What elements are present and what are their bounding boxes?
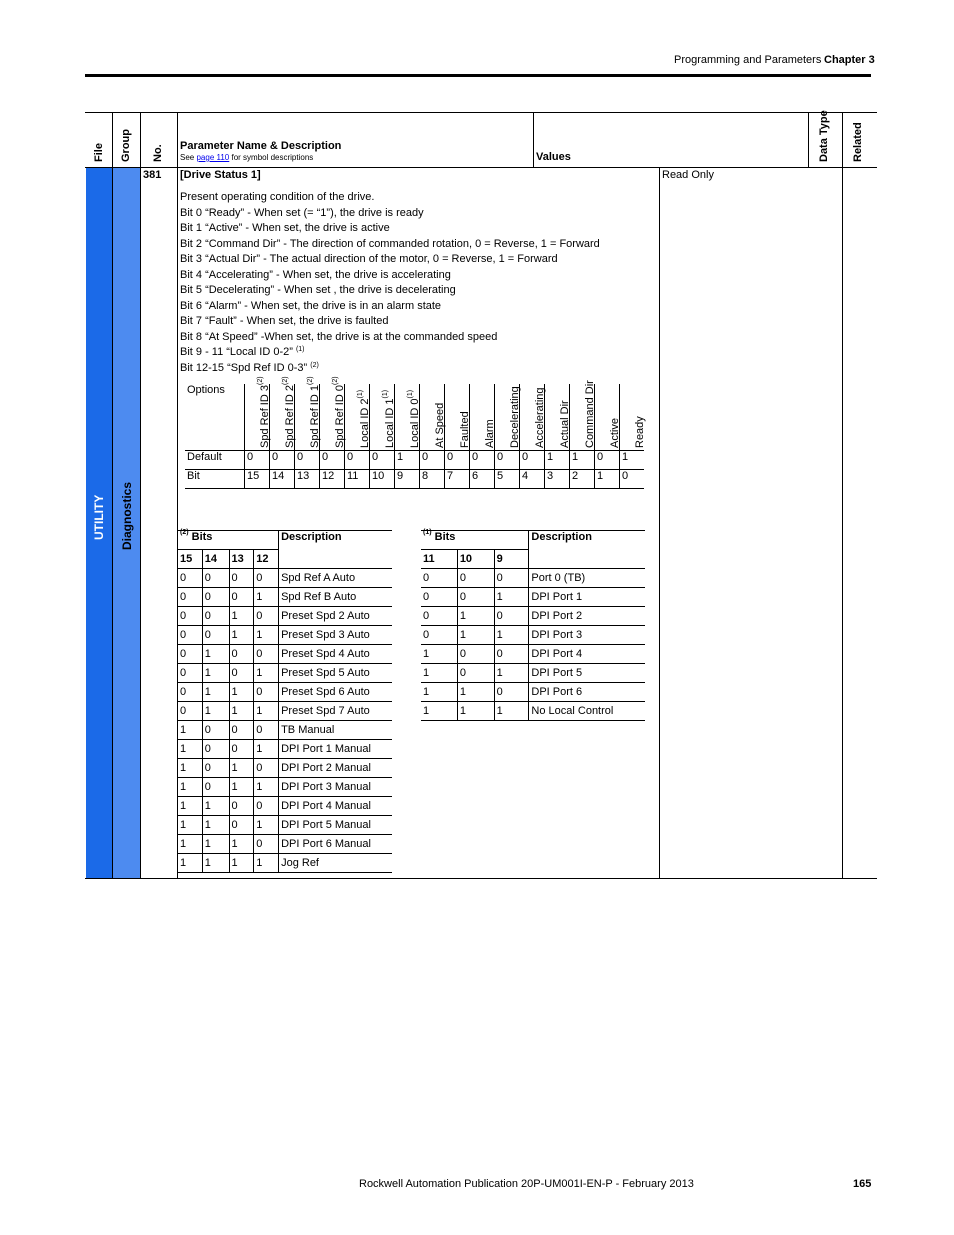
option-header-text: Ready xyxy=(634,416,646,448)
column-header-data-type: Data Type xyxy=(818,110,830,162)
row-description: Preset Spd 5 Auto xyxy=(279,664,392,683)
bit-value: 0 xyxy=(620,470,645,489)
column-header-parameter: Parameter Name & Description xyxy=(180,140,342,152)
bit-value: 0 xyxy=(421,569,457,588)
option-header xyxy=(345,384,370,451)
option-header xyxy=(295,376,321,451)
bit-value: 1 xyxy=(202,645,229,664)
row-description: DPI Port 5 Manual xyxy=(279,816,392,835)
bit-value: 0 xyxy=(254,683,279,702)
bits-label: Bits xyxy=(434,531,456,543)
bits-header xyxy=(178,531,279,550)
footnote-ref: (2) xyxy=(257,376,264,386)
bit-value: 0 xyxy=(421,626,457,645)
bit-column-header: 11 xyxy=(421,550,457,569)
table-row xyxy=(421,607,645,626)
option-header-text: Decelerating xyxy=(509,386,521,448)
file-label: UTILITY xyxy=(92,494,106,540)
parameter-name: [Drive Status 1] xyxy=(180,169,261,181)
bit-value: 0 xyxy=(421,588,457,607)
description-line xyxy=(180,361,319,375)
default-value: 0 xyxy=(320,451,345,470)
option-header-text: Spd Ref ID 0 xyxy=(334,385,346,448)
bits-label: Bits xyxy=(191,531,213,543)
bit-value: 0 xyxy=(229,740,254,759)
spd-ref-bits-table xyxy=(178,530,392,873)
bit-value: 1 xyxy=(178,835,202,854)
row-description: DPI Port 1 xyxy=(529,588,645,607)
bit-value: 0 xyxy=(421,607,457,626)
option-header xyxy=(370,384,395,451)
bit-value: 1 xyxy=(202,835,229,854)
row-description: DPI Port 3 xyxy=(529,626,645,645)
table-row xyxy=(178,759,392,778)
bit-value: 1 xyxy=(202,664,229,683)
bit-value: 0 xyxy=(202,759,229,778)
bit-value: 2 xyxy=(570,470,595,489)
table-row xyxy=(178,721,392,740)
bit-value: 1 xyxy=(254,702,279,721)
bit-value: 0 xyxy=(202,569,229,588)
bit-value: 5 xyxy=(495,470,520,489)
option-header-text: Command Dir xyxy=(584,380,596,448)
table-row xyxy=(178,626,392,645)
bit-value: 11 xyxy=(345,470,370,489)
bit-value: 0 xyxy=(229,664,254,683)
default-value: 0 xyxy=(595,451,620,470)
row-description: Spd Ref B Auto xyxy=(279,588,392,607)
option-header-text: Faulted xyxy=(459,411,471,448)
bit-value: 1 xyxy=(202,854,229,873)
bit-value: 0 xyxy=(254,759,279,778)
default-value: 0 xyxy=(345,451,370,470)
bit-label: Bit xyxy=(185,470,245,489)
bit-value: 0 xyxy=(178,645,202,664)
bit-value: 1 xyxy=(178,778,202,797)
bit-value: 0 xyxy=(178,664,202,683)
row-description: DPI Port 4 xyxy=(529,645,645,664)
row-description: DPI Port 4 Manual xyxy=(279,797,392,816)
table-row xyxy=(421,702,645,721)
footnote-ref: (2) xyxy=(307,376,314,386)
table-bottom-border xyxy=(85,878,877,879)
description-line: Present operating condition of the drive. xyxy=(180,191,375,203)
bit-value: 1 xyxy=(254,626,279,645)
option-header xyxy=(395,384,420,451)
bit-value: 0 xyxy=(178,702,202,721)
table-row xyxy=(178,607,392,626)
bit-value: 0 xyxy=(229,721,254,740)
option-header-text: Local ID 1 xyxy=(384,398,396,448)
row-description: DPI Port 1 Manual xyxy=(279,740,392,759)
bit-value: 1 xyxy=(178,740,202,759)
table-row xyxy=(178,702,392,721)
bit-value: 0 xyxy=(202,721,229,740)
bit-value: 0 xyxy=(178,626,202,645)
default-value: 0 xyxy=(520,451,545,470)
bit-value: 0 xyxy=(229,797,254,816)
option-header xyxy=(570,380,596,451)
column-header-file: File xyxy=(93,143,105,162)
bit-value: 1 xyxy=(595,470,620,489)
default-value: 0 xyxy=(245,451,270,470)
col-divider xyxy=(808,112,809,167)
bit-value: 1 xyxy=(178,759,202,778)
bit-value: 13 xyxy=(295,470,320,489)
footnote-ref: (1) xyxy=(423,529,432,536)
description-line: Bit 7 “Fault” - When set, the drive is faulted xyxy=(180,315,389,327)
bit-value: 15 xyxy=(245,470,270,489)
bit-value: 1 xyxy=(229,702,254,721)
header-rule xyxy=(85,74,871,77)
option-header xyxy=(495,384,520,451)
option-header-text: Alarm xyxy=(484,419,496,448)
footnote-ref: (2) xyxy=(310,361,319,369)
bit-value: 4 xyxy=(520,470,545,489)
bit-value: 7 xyxy=(445,470,470,489)
table-row xyxy=(421,664,645,683)
footnote-ref: (2) xyxy=(332,376,339,386)
bit-value: 0 xyxy=(202,588,229,607)
footnote-ref: (2) xyxy=(180,529,189,536)
bit-value: 14 xyxy=(270,470,295,489)
description-text: Bit 9 - 11 “Local ID 0-2” xyxy=(180,346,296,358)
bits-header xyxy=(421,531,529,550)
options-label: Options xyxy=(185,384,245,451)
parameter-number: 381 xyxy=(143,169,162,181)
bit-value: 0 xyxy=(254,645,279,664)
option-header-text: Local ID 0 xyxy=(409,398,421,448)
bit-value: 0 xyxy=(202,778,229,797)
description-line: Bit 1 “Active” - When set, the drive is active xyxy=(180,222,390,234)
table-row xyxy=(178,683,392,702)
table-row xyxy=(178,797,392,816)
default-value: 0 xyxy=(470,451,495,470)
bit-value: 1 xyxy=(421,645,457,664)
description-line xyxy=(180,345,305,359)
bit-value: 1 xyxy=(229,759,254,778)
bit-value: 0 xyxy=(178,588,202,607)
bit-value: 0 xyxy=(494,645,529,664)
option-header-text: At Speed xyxy=(434,402,446,448)
bit-value: 1 xyxy=(229,835,254,854)
bit-value: 12 xyxy=(320,470,345,489)
description-line: Bit 8 “At Speed” -When set, the drive is at the commanded speed xyxy=(180,330,498,343)
bit-value: 3 xyxy=(545,470,570,489)
option-header xyxy=(270,376,296,451)
group-label: Diagnostics xyxy=(120,481,134,550)
option-header xyxy=(595,384,620,451)
bit-value: 1 xyxy=(202,702,229,721)
bit-value: 8 xyxy=(420,470,445,489)
default-value: 1 xyxy=(545,451,570,470)
bit-value: 1 xyxy=(457,702,494,721)
bit-value: 0 xyxy=(202,607,229,626)
option-header-text: Accelerating xyxy=(534,387,546,448)
default-value: 0 xyxy=(420,451,445,470)
bit-value: 1 xyxy=(229,778,254,797)
option-header-text: Spd Ref ID 3 xyxy=(259,385,271,448)
footnote-ref: (1) xyxy=(407,389,414,399)
bit-value: 0 xyxy=(254,569,279,588)
table-row xyxy=(421,645,645,664)
bit-value: 0 xyxy=(229,645,254,664)
option-header-text: Spd Ref ID 1 xyxy=(309,385,321,448)
description-line: Bit 3 “Actual Dir” - The actual direction of the motor, 0 = Reverse, 1 = Forward xyxy=(180,253,558,265)
bit-column-header: 9 xyxy=(494,550,529,569)
description-line: Bit 6 “Alarm” - When set, the drive is in an alarm state xyxy=(180,299,442,312)
row-description: DPI Port 6 Manual xyxy=(279,835,392,854)
bit-value: 0 xyxy=(457,664,494,683)
bit-column-header: 13 xyxy=(229,550,254,569)
bit-value: 1 xyxy=(494,664,529,683)
row-description: Spd Ref A Auto xyxy=(279,569,392,588)
option-header xyxy=(320,376,346,451)
bit-value: 1 xyxy=(457,607,494,626)
table-row xyxy=(421,626,645,645)
options-table xyxy=(185,376,646,489)
bit-value: 1 xyxy=(494,702,529,721)
default-value: 1 xyxy=(395,451,420,470)
col-divider xyxy=(533,112,534,167)
bit-value: 1 xyxy=(202,816,229,835)
description-header: Description xyxy=(529,531,645,569)
header-section-title: Programming and Parameters xyxy=(674,54,822,66)
bit-value: 0 xyxy=(457,588,494,607)
bit-column-header: 10 xyxy=(457,550,494,569)
bit-value: 0 xyxy=(229,569,254,588)
row-description: Jog Ref xyxy=(279,854,392,873)
row-description: Preset Spd 6 Auto xyxy=(279,683,392,702)
row-description: Preset Spd 2 Auto xyxy=(279,607,392,626)
page-number: 165 xyxy=(853,1178,872,1190)
bit-value: 0 xyxy=(457,569,494,588)
bit-value: 1 xyxy=(178,816,202,835)
table-row xyxy=(178,645,392,664)
bit-value: 0 xyxy=(494,569,529,588)
footnote-ref: (2) xyxy=(282,376,289,386)
bit-value: 1 xyxy=(457,683,494,702)
option-header-text: Actual Dir xyxy=(559,400,571,448)
option-header xyxy=(520,384,545,451)
footnote-ref: (1) xyxy=(382,389,389,399)
default-value: 0 xyxy=(270,451,295,470)
row-description: Preset Spd 4 Auto xyxy=(279,645,392,664)
column-header-group: Group xyxy=(120,129,132,162)
description-text: Bit 12-15 “Spd Ref ID 0-3” xyxy=(180,361,311,374)
bit-value: 0 xyxy=(202,626,229,645)
option-header xyxy=(620,384,645,451)
default-value: 0 xyxy=(445,451,470,470)
bit-value: 0 xyxy=(254,607,279,626)
bit-column-header: 12 xyxy=(254,550,279,569)
bit-column-header: 15 xyxy=(178,550,202,569)
bit-value: 0 xyxy=(254,835,279,854)
default-value: 1 xyxy=(570,451,595,470)
table-row xyxy=(178,664,392,683)
bit-value: 1 xyxy=(254,588,279,607)
local-id-bits-table xyxy=(421,530,645,721)
table-row xyxy=(421,588,645,607)
bit-value: 0 xyxy=(229,588,254,607)
description-header: Description xyxy=(279,531,392,569)
column-header-related: Related xyxy=(852,122,864,162)
row-description: DPI Port 5 xyxy=(529,664,645,683)
option-header xyxy=(470,384,495,451)
bit-value: 1 xyxy=(229,854,254,873)
bit-value: 1 xyxy=(254,740,279,759)
default-value: 0 xyxy=(295,451,320,470)
param-note-prefix: See xyxy=(180,153,197,162)
option-header-text: Active xyxy=(609,418,621,448)
bit-value: 1 xyxy=(202,683,229,702)
row-description: Preset Spd 3 Auto xyxy=(279,626,392,645)
table-row xyxy=(178,588,392,607)
bit-value: 1 xyxy=(229,626,254,645)
row-description: TB Manual xyxy=(279,721,392,740)
table-row xyxy=(178,835,392,854)
bit-column-header: 14 xyxy=(202,550,229,569)
col-divider xyxy=(842,112,843,878)
parameter-values: Read Only xyxy=(662,169,714,181)
bit-value: 0 xyxy=(254,797,279,816)
row-description: DPI Port 6 xyxy=(529,683,645,702)
table-row xyxy=(178,740,392,759)
table-row xyxy=(178,778,392,797)
column-header-param-note xyxy=(180,153,313,163)
option-header-text: Spd Ref ID 2 xyxy=(284,385,296,448)
bit-value: 1 xyxy=(202,797,229,816)
row-description: No Local Control xyxy=(529,702,645,721)
bit-value: 1 xyxy=(421,664,457,683)
column-header-values: Values xyxy=(536,151,571,163)
bit-value: 1 xyxy=(229,683,254,702)
bit-value: 6 xyxy=(470,470,495,489)
bit-value: 0 xyxy=(178,569,202,588)
option-header xyxy=(420,384,445,451)
bit-value: 0 xyxy=(229,816,254,835)
col-divider xyxy=(140,112,141,878)
default-value: 1 xyxy=(620,451,645,470)
row-description: Preset Spd 7 Auto xyxy=(279,702,392,721)
description-line: Bit 5 “Decelerating” - When set , the drive is decelerating xyxy=(180,284,456,296)
bit-value: 0 xyxy=(254,721,279,740)
bit-value: 9 xyxy=(395,470,420,489)
table-row xyxy=(178,569,392,588)
bit-value: 1 xyxy=(457,626,494,645)
bit-value: 1 xyxy=(254,664,279,683)
bit-value: 0 xyxy=(202,740,229,759)
row-description: DPI Port 2 xyxy=(529,607,645,626)
table-row xyxy=(421,569,645,588)
param-note-suffix: for symbol descriptions xyxy=(229,153,314,162)
bit-value: 1 xyxy=(178,797,202,816)
bit-value: 0 xyxy=(457,645,494,664)
column-header-no: No. xyxy=(152,144,164,162)
description-line: Bit 2 “Command Dir” - The direction of commanded rotation, 0 = Reverse, 1 = Forward xyxy=(180,237,600,250)
row-description: Port 0 (TB) xyxy=(529,569,645,588)
default-label: Default xyxy=(185,451,245,470)
description-line: Bit 0 “Ready” - When set (= “1”), the drive is ready xyxy=(180,206,424,219)
bit-value: 0 xyxy=(494,683,529,702)
default-value: 0 xyxy=(495,451,520,470)
row-description: DPI Port 2 Manual xyxy=(279,759,392,778)
bit-value: 1 xyxy=(494,588,529,607)
table-row xyxy=(178,854,392,873)
bit-value: 1 xyxy=(494,626,529,645)
bit-value: 1 xyxy=(421,683,457,702)
table-top-border xyxy=(85,112,877,113)
bit-value: 0 xyxy=(494,607,529,626)
bit-value: 0 xyxy=(178,683,202,702)
bit-value: 1 xyxy=(254,816,279,835)
table-row xyxy=(421,683,645,702)
option-header xyxy=(545,384,570,451)
bit-value: 1 xyxy=(178,721,202,740)
bit-value: 0 xyxy=(178,607,202,626)
bit-value: 1 xyxy=(254,854,279,873)
default-value: 0 xyxy=(370,451,395,470)
footnote-ref: (1) xyxy=(295,346,305,353)
table-row xyxy=(178,816,392,835)
page-110-link[interactable]: page 110 xyxy=(196,153,230,162)
row-description: DPI Port 3 Manual xyxy=(279,778,392,797)
option-header-text: Local ID 2 xyxy=(359,398,371,448)
bit-value: 1 xyxy=(421,702,457,721)
header-chapter: Chapter 3 xyxy=(824,54,875,66)
footer-publication: Rockwell Automation Publication 20P-UM001I-EN-P - February 2013 xyxy=(359,1178,694,1190)
bit-value: 1 xyxy=(178,854,202,873)
description-line: Bit 4 “Accelerating” - When set, the drive is accelerating xyxy=(180,268,451,281)
footnote-ref: (1) xyxy=(357,389,364,399)
option-header xyxy=(445,384,470,451)
bit-value: 10 xyxy=(370,470,395,489)
option-header xyxy=(245,376,271,451)
bit-value: 1 xyxy=(229,607,254,626)
col-divider xyxy=(659,167,660,878)
bit-value: 1 xyxy=(254,778,279,797)
